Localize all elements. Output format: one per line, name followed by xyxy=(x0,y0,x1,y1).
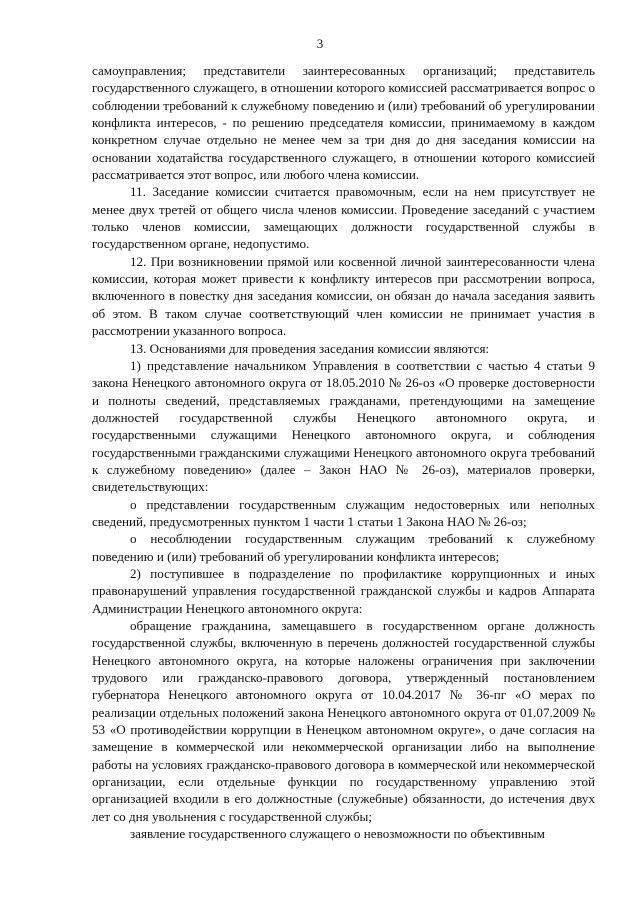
paragraph-continuation: самоуправления; представители заинтересованных организаций; представитель государственного служащего, в отношении которого комиссией рассматривается вопрос о соблюдении требований к служебному поведению и (или) требований об урегулировании конфликта интересов, - по решению председателя комиссии, принимаемому в каждом конкретном случае отдельно не менее чем за три дня до дня заседания комиссии на основании ходатайства государственного служащего, в отношении которого комиссией рассматривается этот вопрос, или любого члена комиссии. xyxy=(92,63,595,183)
paragraph-subitem-1-b: о несоблюдении государственным служащим требований к служебному поведению и (или) требований об урегулировании конфликта интересов; xyxy=(92,531,595,564)
page-number: 3 xyxy=(316,36,324,51)
paragraph-subitem-2: 2) поступившее в подразделение по профилактике коррупционных и иных правонарушений управления государственной гражданской службы и кадров Аппарата Администрации Ненецкого автономного округа: xyxy=(92,565,595,616)
paragraph-subitem-2-a: обращение гражданина, замещавшего в государственном органе должность государственной службы, включенную в перечень должностей государственной службы Ненецкого автономного округа, на которые наложены ограничения при заключении трудового или гражданско-правового договора, утвержденный постановлением губернатора Ненецкого автономного округа от 10.04.2017 № 36-пг «О мерах по реализации отдельных положений закона Ненецкого автономного округа от 01.07.2009 № 53 «О противодействии коррупции в Ненецком автономном округе», о даче согласия на замещение в коммерческой или некоммерческой организации либо на выполнение работы на условиях гражданско-правового договора в коммерческой или некоммерческой организации, если отдельные функции по государственному управлению этой организацией входили в его должностные (служебные) обязанности, до истечения двух лет со дня увольнения с государственной службы; xyxy=(92,618,595,824)
paragraph-subitem-2-b: заявление государственного служащего о невозможности по объективным xyxy=(130,826,545,842)
paragraph-subitem-1: 1) представление начальником Управления в соответствии с частью 4 статьи 9 закона Ненецкого автономного округа от 18.05.2010 № 26-оз «О проверке достоверности и полноты сведений, представляемых гражданами, претендующими на замещение должностей государственной службы Ненецкого автономного округа, и государственными служащими Ненецкого автономного округа, и соблюдения государственными гражданскими служащими Ненецкого автономного округа требований к служебному поведению» (далее – Закон НАО № 26-оз), материалов проверки, свидетельствующих: xyxy=(92,357,595,495)
paragraph-item-13: 13. Основаниями для проведения заседания комиссии являются: xyxy=(130,340,490,356)
paragraph-item-12: 12. При возникновении прямой или косвенной личной заинтересованности члена комиссии, которая может привести к конфликту интересов при рассмотрении вопроса, включенного в повестку дня заседания комиссии, он обязан до начала заседания заявить об этом. В таком случае соответствующий член комиссии не принимает участия в рассмотрении указанного вопроса. xyxy=(92,253,595,339)
paragraph-item-11: 11. Заседание комиссии считается правомочным, если на нем присутствует не менее двух третей от общего числа членов комиссии. Проведение заседаний с участием только членов комиссии, замещающих должности государственной службы в государственном органе, недопустимо. xyxy=(92,184,595,252)
paragraph-subitem-1-a: о представлении государственным служащим недостоверных или неполных сведений, предусмотренных пунктом 1 части 1 статьи 1 Закона НАО № 26-оз; xyxy=(92,496,595,529)
document-body xyxy=(92,62,595,842)
